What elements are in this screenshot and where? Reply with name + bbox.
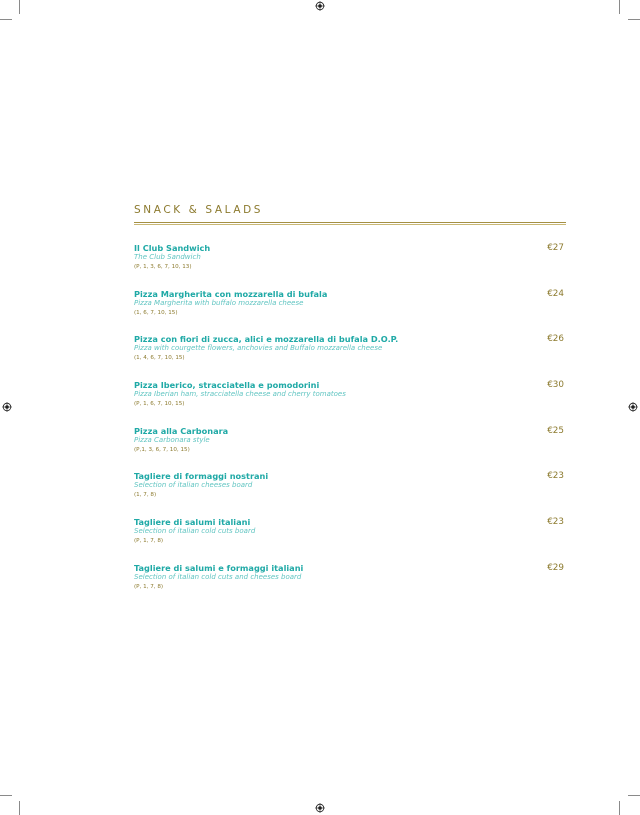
crop-mark-icon (619, 801, 620, 815)
registration-mark-icon (628, 402, 638, 412)
menu-item (134, 471, 566, 517)
crop-mark-icon (19, 0, 20, 14)
crop-mark-icon (628, 795, 640, 796)
item-name: Pizza con fiori di zucca, alici e mozzarella di bufala D.O.P. (134, 334, 399, 345)
item-price: €27 (547, 243, 564, 253)
menu-item (134, 563, 566, 609)
item-description: The Club Sandwich (134, 253, 201, 261)
menu-item (134, 380, 566, 426)
item-name: Pizza Iberico, stracciatella e pomodorini (134, 380, 320, 391)
menu-item (134, 334, 566, 380)
section-title: SNACK & SALADS (134, 204, 264, 216)
section-divider (134, 222, 566, 225)
item-price: €23 (547, 471, 564, 482)
registration-mark-icon (315, 1, 325, 11)
item-allergens: (P, 1, 7, 8) (134, 583, 164, 590)
registration-mark-icon (2, 402, 12, 412)
menu-item (134, 243, 566, 289)
crop-mark-icon (628, 19, 640, 20)
item-price: €25 (547, 425, 564, 436)
menu-item (134, 517, 566, 563)
crop-mark-icon (0, 795, 12, 796)
item-allergens: (P, 1, 6, 7, 10, 15) (134, 401, 185, 408)
item-name: Il Club Sandwich (134, 243, 211, 253)
item-description: Selection of italian cheeses board (134, 481, 253, 490)
registration-mark-icon (315, 803, 325, 813)
menu-item (134, 426, 566, 472)
menu-list (134, 243, 566, 609)
item-name: Tagliere di salumi e formaggi italiani (134, 562, 304, 573)
item-description: Pizza Iberian ham, stracciatella cheese and cherry tomatoes (134, 390, 346, 399)
item-description: Pizza Margherita with buffalo mozzarella cheese (134, 298, 304, 307)
item-price: €26 (547, 334, 564, 345)
item-allergens: (P, 1, 3, 6, 7, 10, 13) (134, 264, 192, 270)
item-name: Tagliere di salumi italiani (134, 517, 251, 528)
item-name: Tagliere di formaggi nostrani (134, 471, 269, 482)
item-price: €29 (547, 562, 564, 573)
item-description: Selection of italian cold cuts board (134, 527, 256, 536)
item-name: Pizza Margherita con mozzarella di bufala (134, 288, 328, 299)
menu-item (134, 289, 566, 335)
item-description: Selection of italian cold cuts and cheeses board (134, 572, 302, 581)
item-name: Pizza alla Carbonara (134, 425, 229, 436)
crop-mark-icon (0, 19, 12, 20)
item-price: €24 (547, 288, 564, 299)
item-allergens: (1, 4, 6, 7, 10, 15) (134, 355, 185, 362)
item-description: Pizza with courgette flowers, anchovies and Buffalo mozzarella cheese (134, 344, 383, 353)
item-description: Pizza Carbonara style (134, 435, 210, 444)
item-allergens: (P, 1, 7, 8) (134, 538, 164, 545)
crop-mark-icon (19, 801, 20, 815)
item-allergens: (1, 6, 7, 10, 15) (134, 309, 178, 316)
item-price: €30 (547, 380, 564, 391)
item-allergens: (P,1, 3, 6, 7, 10, 15) (134, 446, 190, 453)
item-price: €23 (547, 517, 564, 528)
item-allergens: (1, 7, 8) (134, 492, 157, 499)
crop-mark-icon (619, 0, 620, 14)
